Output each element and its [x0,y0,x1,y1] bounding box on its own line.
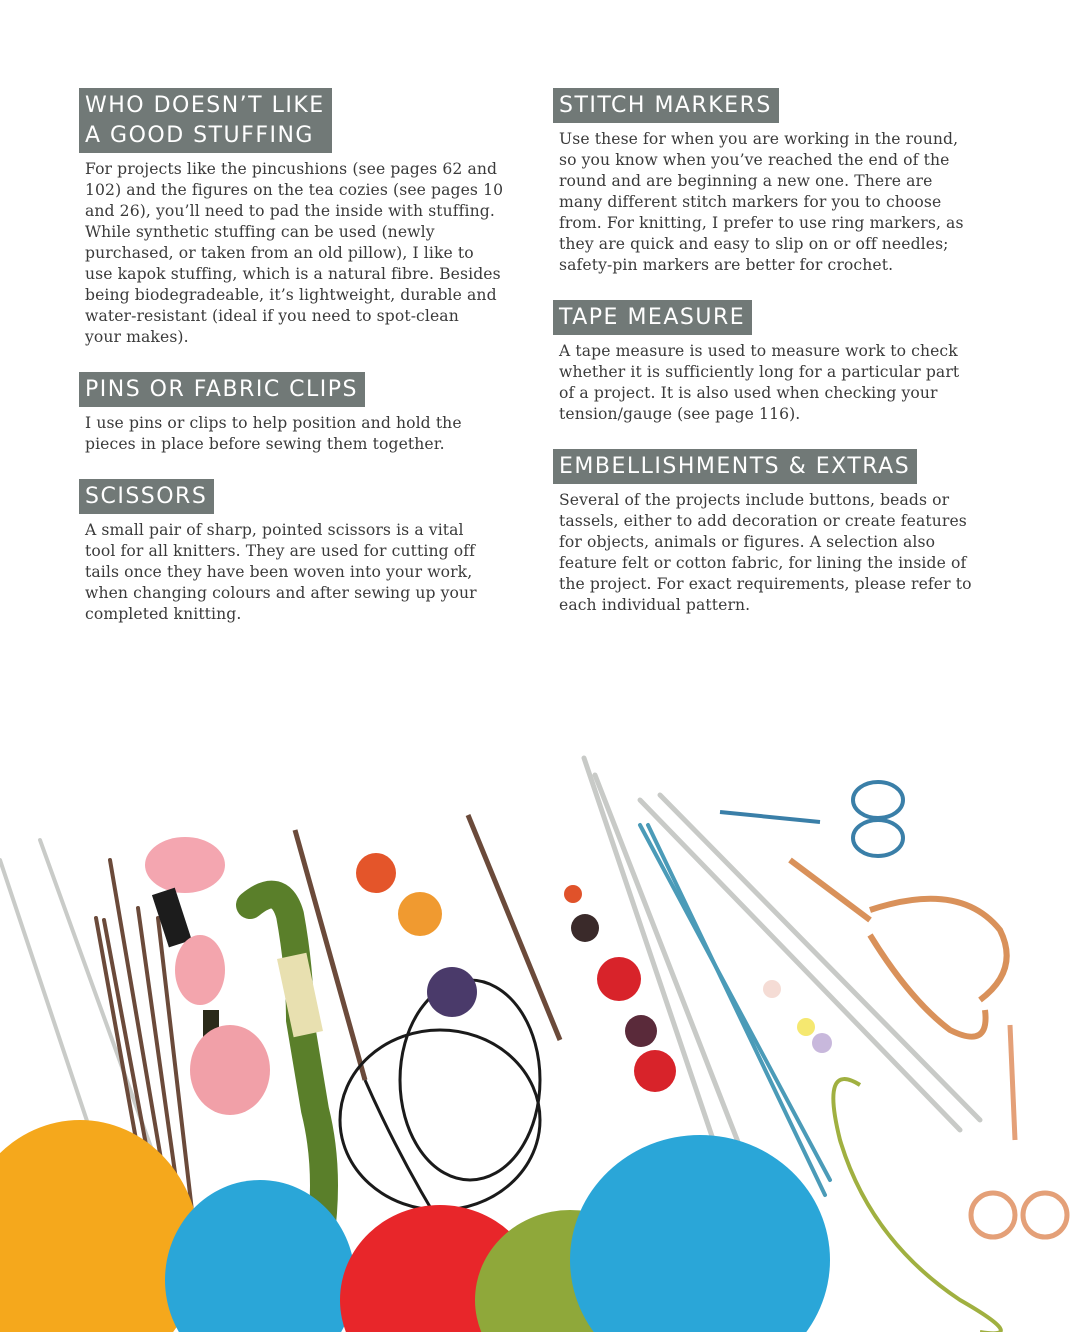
left-column [79,88,535,649]
section-heading [79,372,365,407]
body-line: While synthetic stuffing can be used (newly [85,223,435,241]
body-line: tails once they have been woven into your work, [85,563,473,581]
section-heading [553,300,752,335]
section-stitch-markers [553,88,1013,276]
stork-scissors [971,1025,1067,1237]
heading-line: WHO DOESN’T LIKE [85,93,325,118]
body-line: the project. For exact requirements, please refer to [559,575,972,593]
body-line: pieces in place before sewing them together. [85,435,445,453]
body-line: your makes). [85,328,189,346]
body-line: each individual pattern. [559,596,751,614]
body-line: feature felt or cotton fabric, for lining the inside of [559,554,967,572]
body-line: so you know when you’ve reached the end of the [559,151,950,169]
body-line: A tape measure is used to measure work to check [559,342,958,360]
section-tape-measure [553,300,1013,425]
body-line: they are quick and easy to slip on or off needles; [559,235,949,253]
body-line: being biodegradeable, it’s lightweight, durable and [85,286,497,304]
section-heading [79,479,214,514]
section-pins [79,372,535,455]
section-body [559,129,1013,276]
body-line: whether it is sufficiently long for a particular part [559,363,960,381]
body-line: A small pair of sharp, pointed scissors is a vital [85,521,464,539]
body-line: many different stitch markers for you to choose [559,193,942,211]
section-heading [553,88,779,123]
body-line: tassels, either to add decoration or create features [559,512,967,530]
body-line: from. For knitting, I prefer to use ring markers, as [559,214,964,232]
heading-line: STITCH MARKERS [559,93,772,118]
body-line: tension/gauge (see page 116). [559,405,801,423]
heading-line: SCISSORS [85,484,208,509]
body-line: when changing colours and after sewing up your [85,584,477,602]
section-embellishments [553,449,1013,616]
body-line: safety-pin markers are better for crochet. [559,256,894,274]
heading-line: PINS OR FABRIC CLIPS [85,377,359,402]
gold-scissors [790,860,1007,1037]
section-body [85,520,535,625]
heading-line: A GOOD STUFFING [85,123,314,148]
section-heading [79,88,332,153]
body-line: purchased, or taken from an old pillow), I like to [85,244,474,262]
body-line: For projects like the pincushions (see pages 62 and [85,160,498,178]
section-stuffing [79,88,535,348]
section-heading [553,449,917,484]
heading-line: EMBELLISHMENTS & EXTRAS [559,454,911,479]
body-line: use kapok stuffing, which is a natural fibre. Besides [85,265,501,283]
body-line: for objects, animals or figures. A selection also [559,533,936,551]
section-body [85,413,535,455]
body-line: Use these for when you are working in the round, [559,130,959,148]
heading-line: TAPE MEASURE [559,305,746,330]
body-line: water-resistant (ideal if you need to spot-clean [85,307,459,325]
section-body [559,490,1013,616]
body-line: tool for all knitters. They are used for cutting off [85,542,475,560]
body-line: Several of the projects include buttons, beads or [559,491,950,509]
section-body [85,159,535,348]
right-column [553,88,1013,640]
body-line: completed knitting. [85,605,242,623]
body-line: 102) and the figures on the tea cozies (see pages 10 [85,181,504,199]
yarn-balls [0,1120,830,1332]
section-body [559,341,1013,425]
section-scissors [79,479,535,625]
embroidery-scissors-rainbow [720,782,903,856]
body-line: I use pins or clips to help position and hold the [85,414,462,432]
knitting-supplies-photo [0,740,1080,1332]
body-line: round and are beginning a new one. There are [559,172,933,190]
body-line: of a project. It is also used when checking your [559,384,938,402]
body-line: and 26), you’ll need to pad the inside with stuffing. [85,202,495,220]
